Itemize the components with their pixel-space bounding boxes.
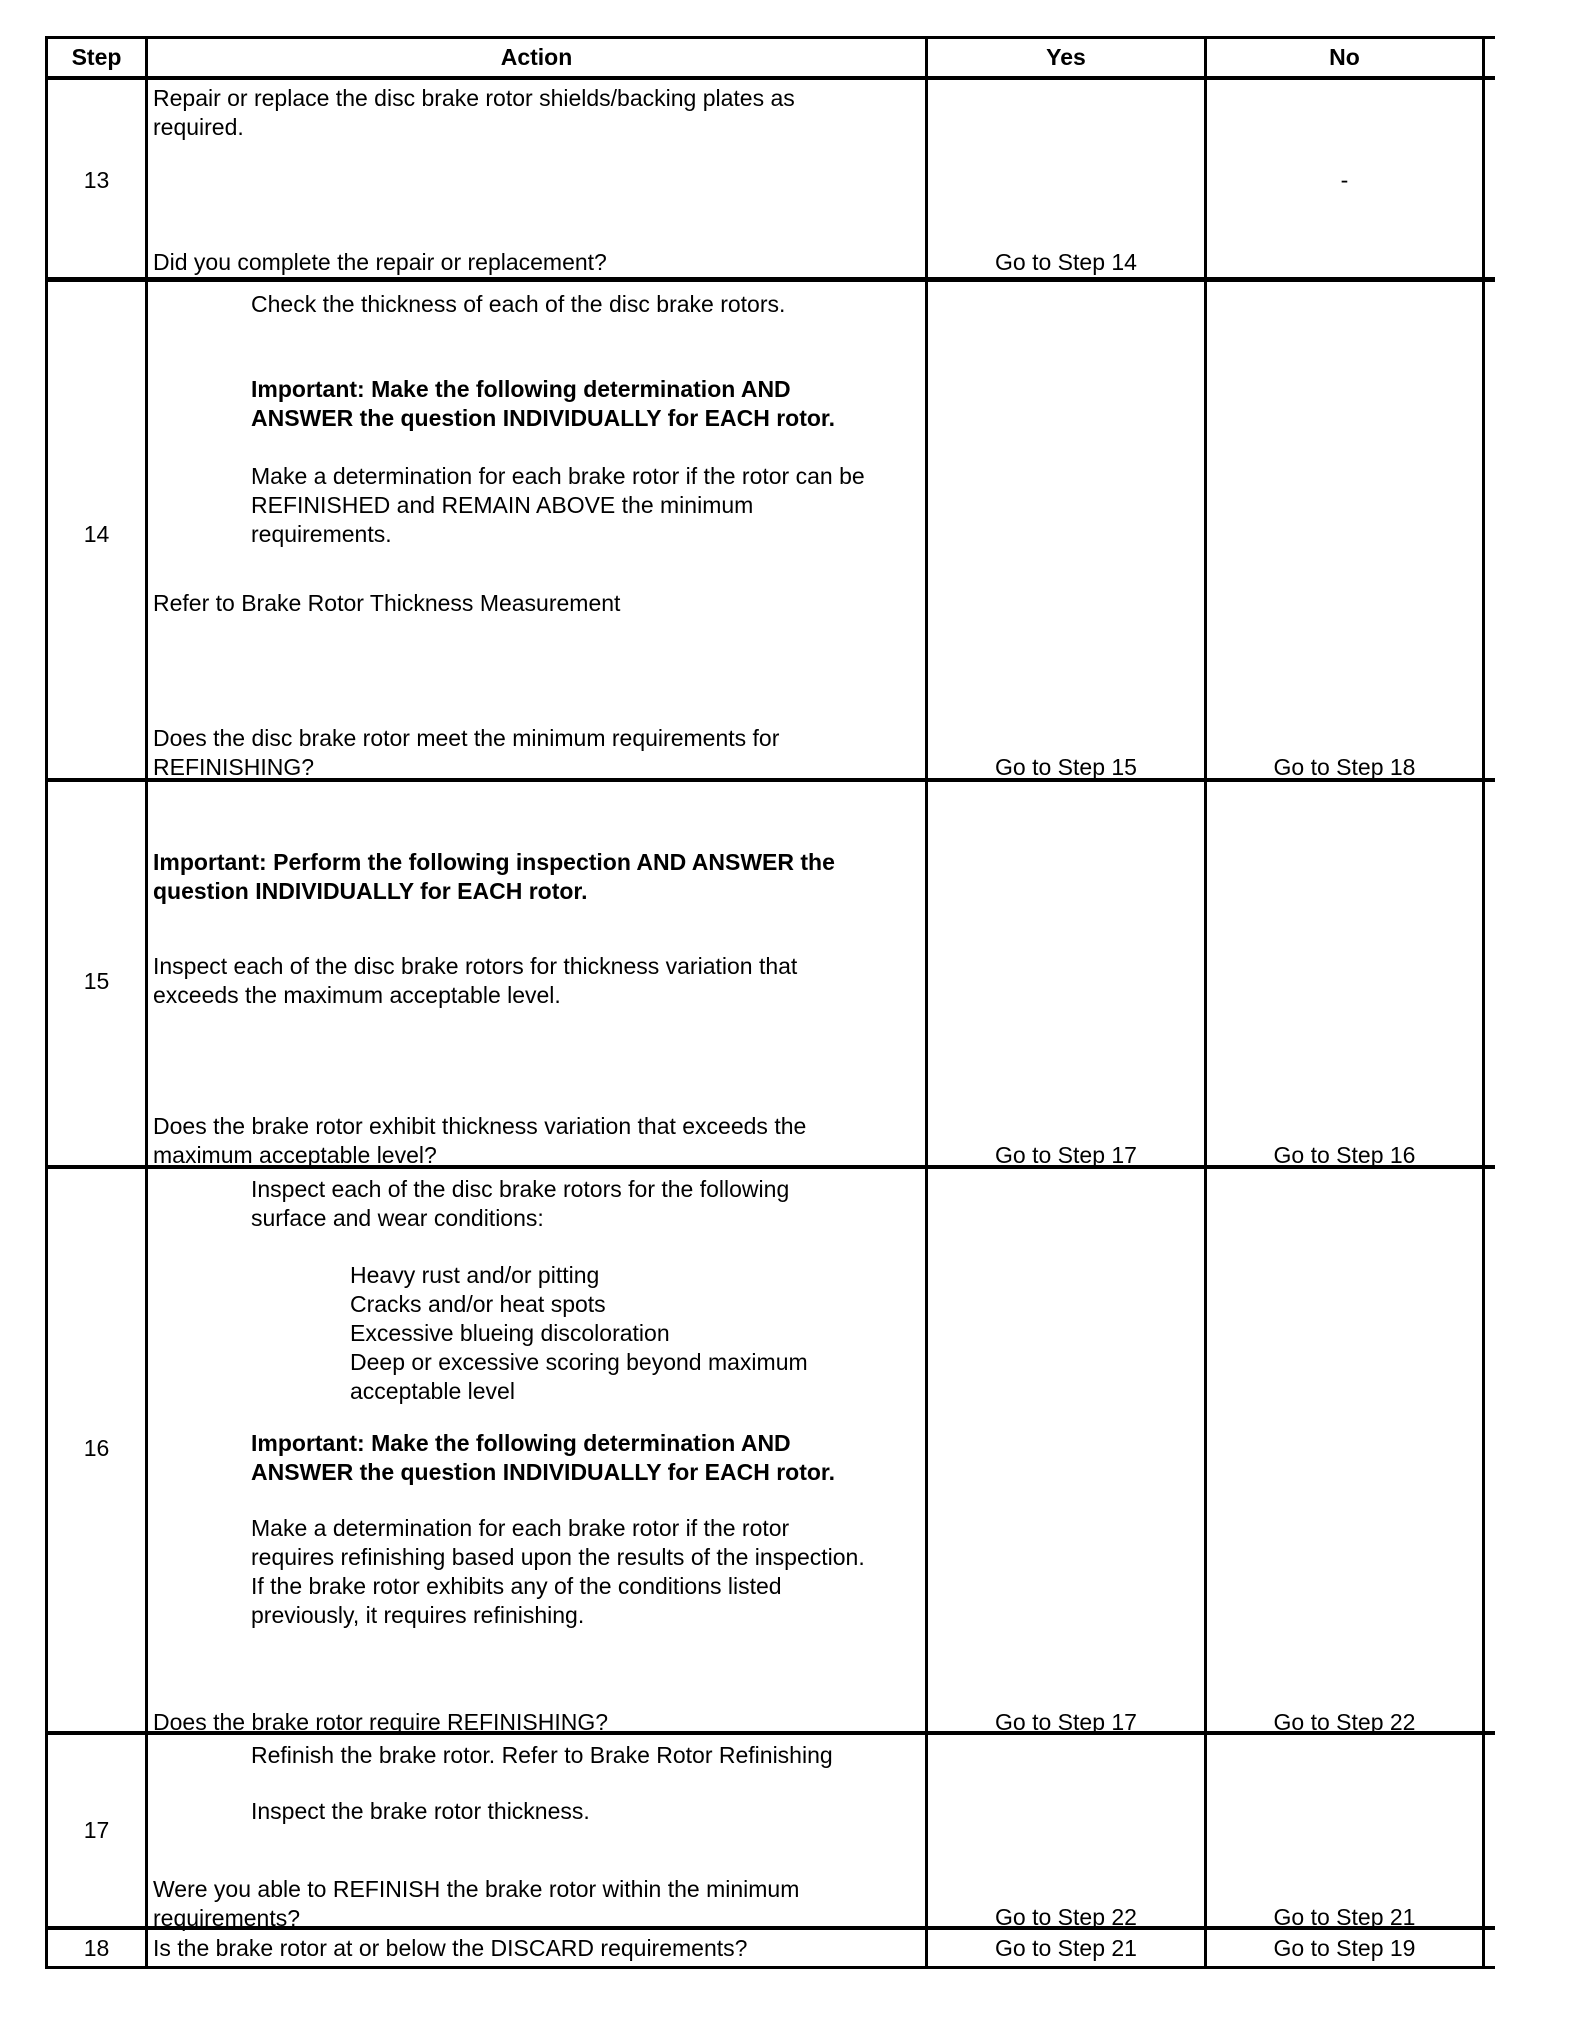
header-action: Action (500, 44, 573, 70)
table-border-bottom (45, 1966, 1495, 1969)
action-text: Inspect each of the disc brake rotors for thickness variation that exceeds the maximum acceptable level. (153, 953, 798, 1008)
step-number: 13 (83, 167, 110, 193)
step-number: 18 (83, 1935, 110, 1961)
header-yes: Yes (1046, 44, 1086, 70)
header-divider (45, 76, 1495, 80)
step-number: 14 (83, 521, 110, 547)
action-text: Inspect the brake rotor thickness. (251, 1798, 590, 1824)
column-divider (145, 36, 148, 1969)
yes-result: Go to Step 15 (995, 754, 1137, 780)
header-no: No (1329, 44, 1360, 70)
reference-text: Refer to Brake Rotor Thickness Measurement (153, 590, 621, 616)
diagnostic-table (45, 36, 1495, 1994)
important-note: Important: Perform the following inspection AND ANSWER the question INDIVIDUALLY for EACH rotor. (153, 849, 835, 904)
no-result: Go to Step 22 (1273, 1709, 1416, 1735)
condition-list: Heavy rust and/or pitting Cracks and/or heat spots Excessive blueing discoloration Deep or excessive scoring beyond maximum acceptable level (350, 1262, 808, 1404)
action-question: Did you complete the repair or replacement? (153, 249, 607, 275)
table-border-right (1482, 36, 1485, 1969)
action-text: Inspect each of the disc brake rotors for the following surface and wear conditions: (251, 1176, 790, 1231)
step-number: 15 (83, 968, 110, 994)
yes-result: Go to Step 17 (995, 1142, 1137, 1168)
action-text: Check the thickness of each of the disc brake rotors. (251, 291, 786, 317)
no-result: - (1340, 167, 1349, 193)
important-note: Important: Make the following determination AND ANSWER the question INDIVIDUALLY for EACH rotor. (251, 1430, 835, 1485)
no-result: Go to Step 21 (1273, 1904, 1416, 1930)
yes-result: Go to Step 17 (995, 1709, 1137, 1735)
action-question: Does the disc brake rotor meet the minimum requirements for REFINISHING? (153, 725, 780, 780)
row-divider (45, 277, 1495, 282)
action-text: Refinish the brake rotor. Refer to Brake Rotor Refinishing (251, 1742, 833, 1768)
no-result: Go to Step 16 (1273, 1142, 1416, 1168)
action-text: Make a determination for each brake rotor if the rotor can be REFINISHED and REMAIN ABOVE the minimum requirements. (251, 463, 865, 547)
action-question: Is the brake rotor at or below the DISCARD requirements? (153, 1935, 748, 1961)
table-border-left (45, 36, 48, 1969)
step-number: 16 (83, 1435, 110, 1461)
action-question: Does the brake rotor require REFINISHING? (153, 1709, 609, 1735)
column-divider (1204, 36, 1207, 1969)
yes-result: Go to Step 21 (995, 1935, 1137, 1961)
action-text: Make a determination for each brake rotor if the rotor requires refinishing based upon the results of the inspection. If the brake rotor exhibits any of the conditions listed previously, it requires refinishing. (251, 1515, 865, 1628)
important-note: Important: Make the following determination AND ANSWER the question INDIVIDUALLY for EACH rotor. (251, 376, 835, 431)
action-question: Does the brake rotor exhibit thickness variation that exceeds the maximum acceptable level? (153, 1113, 807, 1168)
column-divider (925, 36, 928, 1969)
action-question: Were you able to REFINISH the brake rotor within the minimum requirements? (153, 1876, 800, 1931)
no-result: Go to Step 18 (1273, 754, 1416, 780)
table-border-top (45, 36, 1495, 39)
header-step: Step (71, 44, 122, 70)
action-text: Repair or replace the disc brake rotor shields/backing plates as required. (153, 85, 795, 140)
step-number: 17 (83, 1817, 110, 1843)
yes-result: Go to Step 14 (995, 249, 1137, 275)
no-result: Go to Step 19 (1273, 1935, 1416, 1961)
yes-result: Go to Step 22 (995, 1904, 1137, 1930)
